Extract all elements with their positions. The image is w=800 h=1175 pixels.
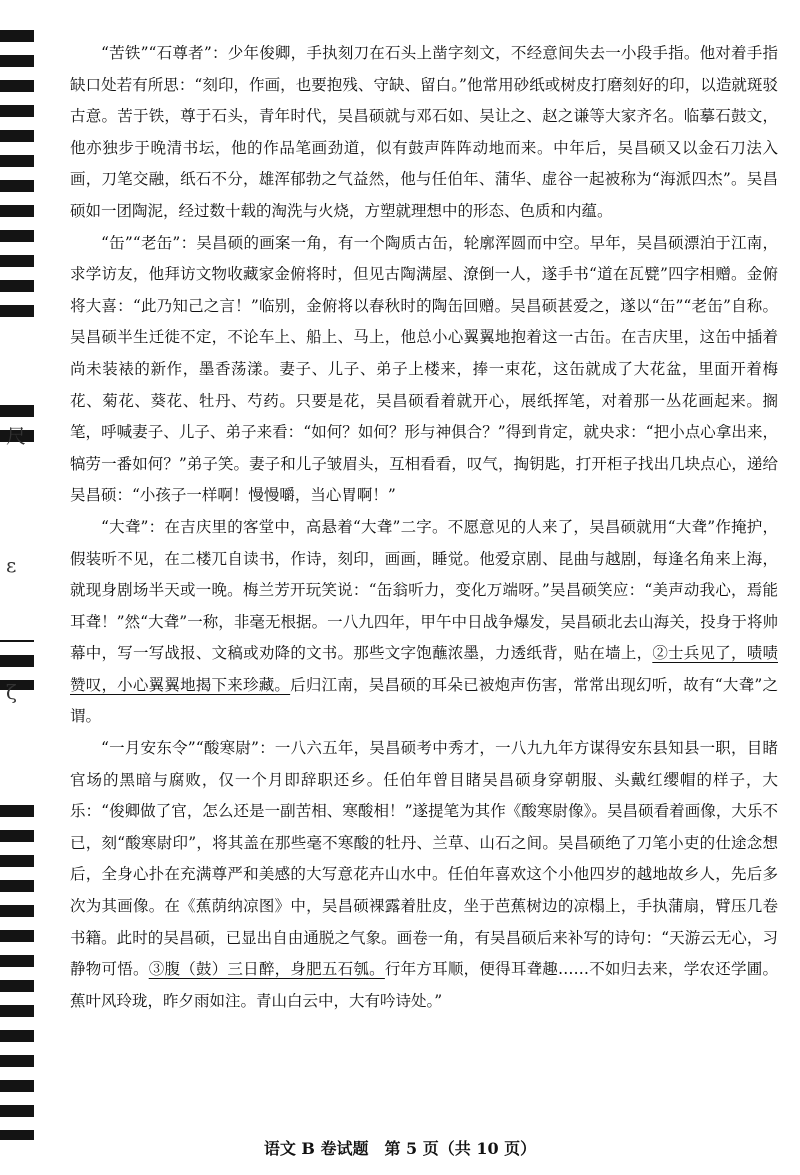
paragraph-laofou: “缶”“老缶”：吴昌硕的画案一角，有一个陶质古缶，轮廓浑圆而中空。早年，吴昌硕漂泊于江南，求学访友，他拜访文物收藏家金俯将时，但见古陶满屋、潦倒一人，遂手书“道在瓦甓”四字相赠。金俯将大喜：“此乃知己之言！”临别，金俯将以春秋时的陶缶回赠。吴昌硕甚爱之，遂以“缶”“老缶”自称。吴昌硕半生迁徙不定，不论车上、船上、马上，他总小心翼翼地抱着这一古缶。在吉庆里，这缶中插着尚未装裱的新作，墨香荡漾。妻子、儿子、弟子上楼来，捧一束花，这缶就成了大花盆，里面开着梅花、菊花、葵花、牡丹、芍药。只要是花，吴昌硕看着就开心，展纸挥笔，对着那一丛花画起来。搁笔，呼喊妻子、儿子、弟子来看：“如何？如何？形与神俱合？”得到肯定，就央求：“把小点心拿出来，犒劳一番如何？”弟子笑。妻子和儿子皱眉头，互相看看，叹气，掏钥匙，打开柜子找出几块点心，递给吴昌硕：“小孩子一样啊！慢慢嚼，当心胃啊！” bbox=[70, 233, 778, 505]
paragraph-dalong bbox=[70, 512, 778, 733]
article-body bbox=[70, 38, 778, 1017]
paragraph-text: 后归江南，吴昌硕的耳朵已被炮声伤害，常常出现幻听，故有“大聋”之谓。 bbox=[70, 675, 778, 726]
edge-mark: 尺 bbox=[6, 424, 26, 448]
paragraph-suanhanwei bbox=[70, 733, 778, 1017]
paragraph-text: “一月安东令”“酸寒尉”：一八六五年，吴昌硕考中秀才，一八九九年方谋得安东县知县一职，目睹官场的黑暗与腐败，仅一个月即辞职还乡。任伯年曾目睹吴昌硕身穿朝服、头戴红缨帽的样子，大乐：“俊卿做了官，怎么还是一副苦相、寒酸相！”遂提笔为其作《酸寒尉像》。吴昌硕看着画像，大乐不已，刻“酸寒尉印”，将其盖在那些毫不寒酸的牡丹、兰草、山石之间。吴昌硕绝了刀笔小吏的仕途念想后，全身心扑在充满尊严和美感的大写意花卉山水中。任伯年喜欢这个小他四岁的越地故乡人，先后多次为其画像。在《蕉荫纳凉图》中，吴昌硕裸露着肚皮，坐于芭蕉树边的凉榻上，手执蒲扇，臂压几卷书籍。此时的吴昌硕，已显出自由通脱之气象。画卷一角，有吴昌硕后来补写的诗句：“天游云无心，习静物可悟。 bbox=[70, 739, 778, 979]
edge-mark: ε bbox=[6, 553, 17, 577]
edge-mark: ζ bbox=[6, 680, 17, 704]
paragraph-kutie: “苦铁”“石尊者”：少年俊卿，手执刻刀在石头上凿字刻文，不经意间失去一小段手指。他对着手指缺口处若有所思：“刻印，作画，也要抱残、守缺、留白。”他常用砂纸或树皮打磨刻好的印，以造就斑驳古意。苦于铁，尊于石头，青年时代，吴昌硕就与邓石如、吴让之、赵之谦等大家齐名。临摹石鼓文，他亦独步于晚清书坛，他的作品笔画劲道，似有鼓声阵阵动地而来。中年后，吴昌硕又以金石刀法入画，刀笔交融，纸石不分，雄浑郁勃之气益然，他与任伯年、蒲华、虚谷一起被称为“海派四杰”。吴昌硕如一团陶泥，经过数十载的淘洗与火烧，方塑就理想中的形态、色质和内蕴。 bbox=[70, 44, 778, 220]
underlined-sentence-2: ②士兵见了，啧啧赞叹，小心翼翼地揭下来珍藏。 bbox=[70, 644, 778, 694]
binding-gap bbox=[0, 445, 34, 640]
underlined-sentence-3: ③腹（鼓）三日醉，身肥五石瓠。 bbox=[148, 960, 385, 979]
paragraph-text: 行年方耳顺，便得耳聋趣……不如归去来，学农还学圃。蕉叶风玲珑，昨夕雨如注。青山白云中，大有吟诗处。” bbox=[70, 960, 778, 1010]
paragraph-text: “大聋”：在吉庆里的客堂中，高悬着“大聋”二字。不愿意见的人来了，吴昌硕就用“大聋”作掩护，假装听不见，在二楼兀自读书，作诗，刻印，画画，睡觉。他爱京剧、昆曲与越剧，每逢名角来上海，就现身剧场半天或一晚。梅兰芳开玩笑说：“缶翁听力，变化万端呀。”吴昌硕笑应：“美声动我心，焉能耳聋！”然“大聋”一称，非毫无根据。一八九四年，甲午中日战争爆发，吴昌硕北去山海关，投身于将帅幕中，写一写战报、文稿或劝降的文书。那些文字饱蘸浓墨，力透纸背，贴在墙上， bbox=[70, 517, 778, 663]
page-footer: 语文 B 卷试题 第 5 页（共 10 页） bbox=[263, 1139, 537, 1158]
binding-gap bbox=[0, 330, 34, 400]
binding-gap bbox=[0, 690, 34, 800]
